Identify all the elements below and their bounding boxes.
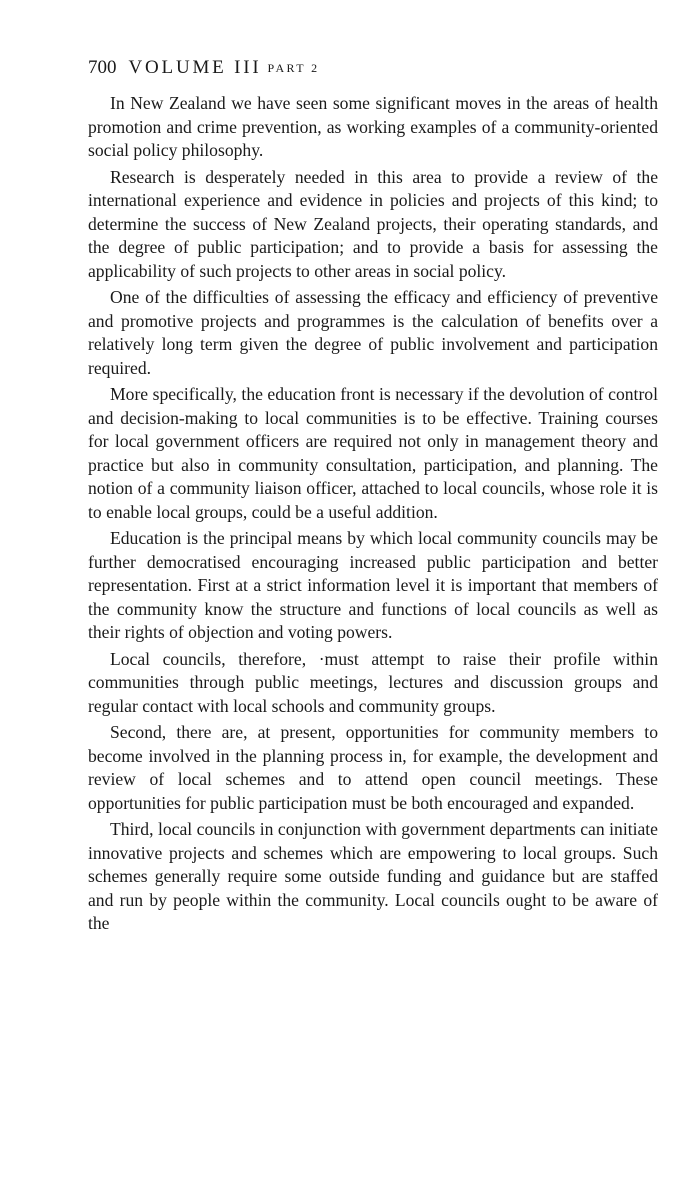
running-header [88,56,658,80]
paragraph-third-projects: Third, local councils in conjunction with government departments can initiate innovative projects and schemes which are empowering to local groups. Such schemes generally require some outside funding and guidance but are staffed and run by people within the community. Local councils ought to be aware of the [88,819,658,933]
paragraph-education-front: More specifically, the education front is necessary if the devolution of control and decision-making to local communities is to be effective. Training courses for local government officers are required not only in management theory and practice but also in community consultation, participation, and planning. The notion of a community liaison officer, attached to local councils, whose role it is to enable local groups, could be a useful addition. [88,384,658,522]
paragraph-second-opportunities: Second, there are, at present, opportunities for community members to become involved in the planning process in, for example, the development and review of local schemes and to attend open council meetings. These opportunities for public participation must be both encouraged and expanded. [88,722,658,813]
page [88,56,658,939]
paragraph-education-means: Education is the principal means by which local community councils may be further democratised encouraging increased public participation and better representation. First at a strict information level it is important that members of the community know the structure and functions of local councils as well as their rights of objection and voting powers. [88,528,658,642]
body-text [88,92,658,936]
volume-label: VOLUME III [128,57,262,78]
paragraph-local-councils-profile: Local councils, therefore, ·must attempt to raise their profile within communities through public meetings, lectures and discussion groups and regular contact with local schools and community groups. [88,648,658,716]
paragraph-health-promotion: In New Zealand we have seen some significant moves in the areas of health promotion and crime prevention, as working examples of a community-oriented social policy philosophy. [88,93,658,160]
paragraph-research-needed: Research is desperately needed in this area to provide a review of the international experience and evidence in policies and projects of this kind; to determine the success of New Zealand projects, their operating standards, and the degree of public participation; and to provide a basis for assessing the applicability of such projects to other areas in social policy. [88,166,658,281]
paragraph-difficulties: One of the difficulties of assessing the efficacy and efficiency of preventive and promotive projects and programmes is the calculation of benefits over a relatively long term given the degree of public involvement and participation required. [88,287,658,378]
page-number: 700 [88,57,117,78]
part-label: PART 2 [267,61,320,75]
